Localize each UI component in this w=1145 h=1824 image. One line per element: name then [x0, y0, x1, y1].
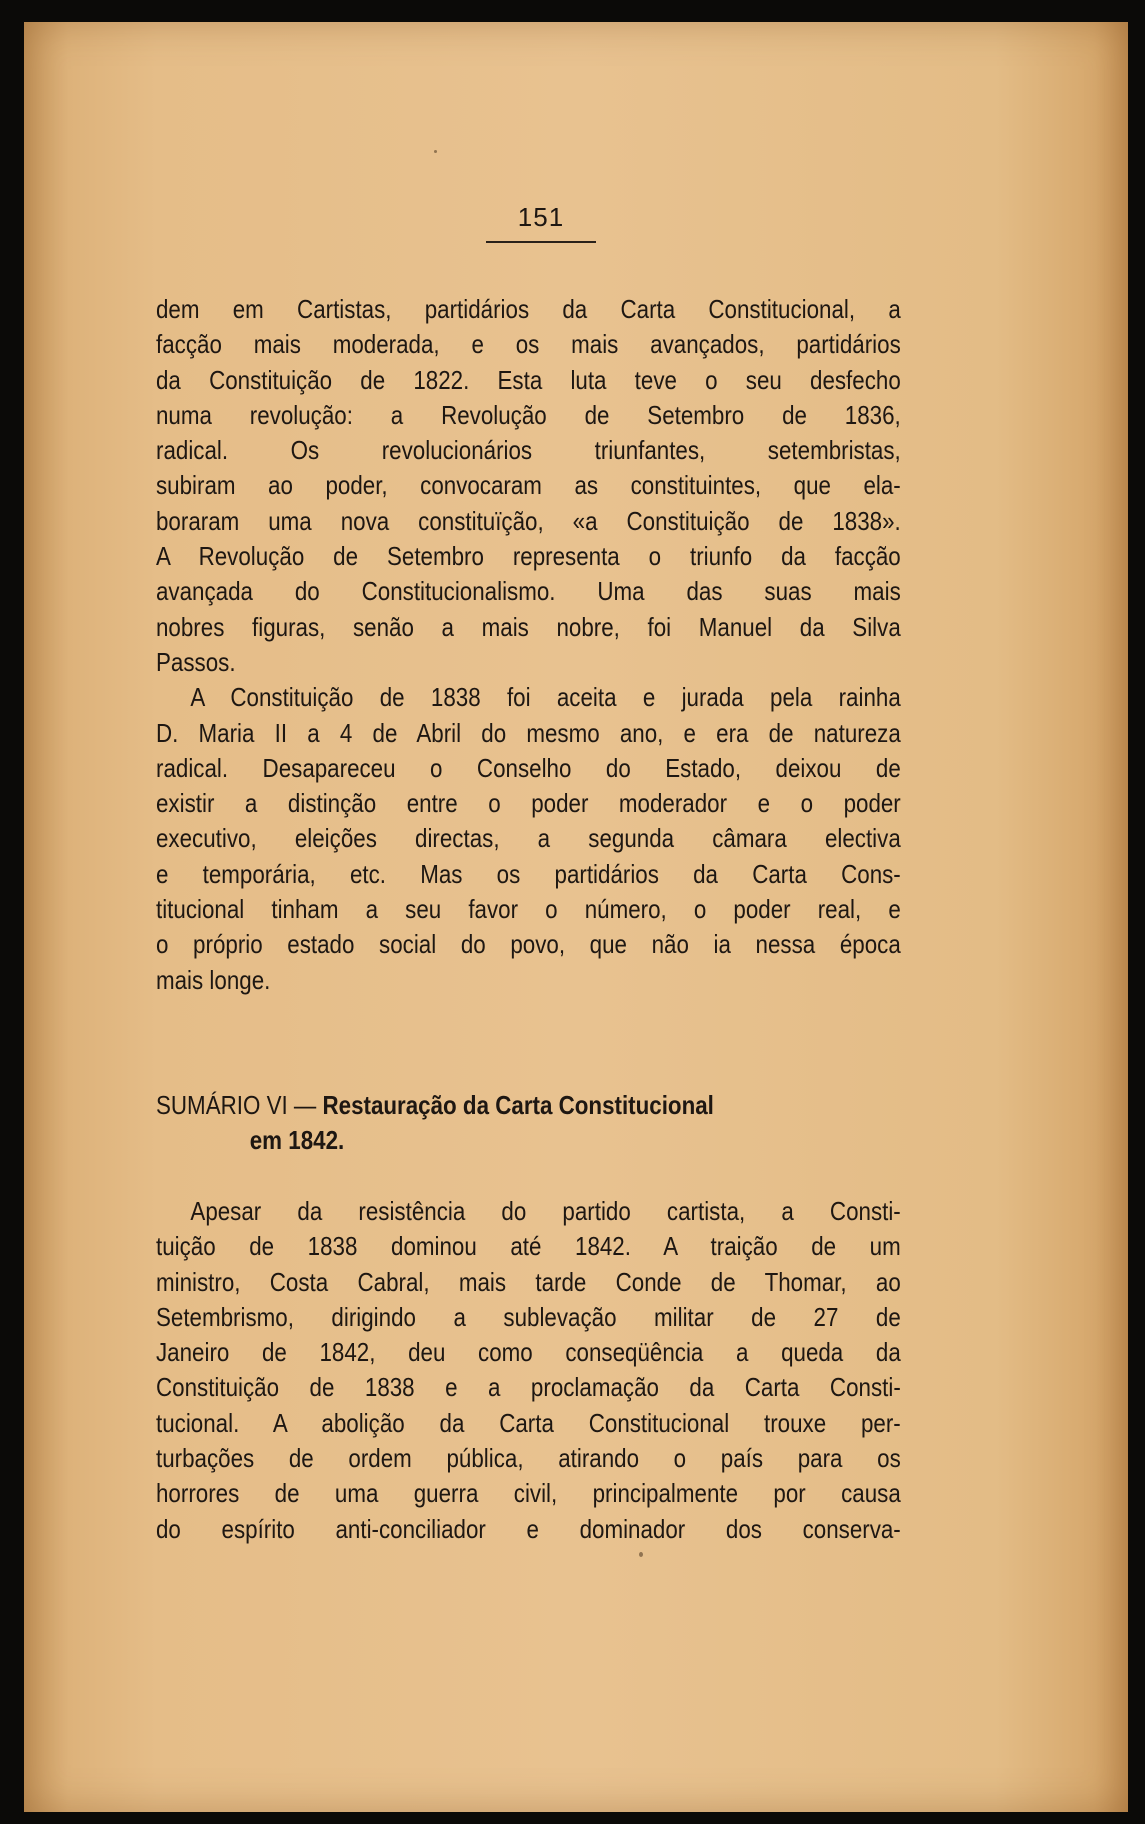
- text-line: executivo, eleições directas, a segunda câmara electiva: [156, 823, 901, 854]
- text-line: Setembrismo, dirigindo a sublevação militar de 27 de: [156, 1301, 901, 1332]
- text-line: mais longe.: [156, 964, 271, 995]
- book-page: [24, 22, 1128, 1812]
- heading-label: SUMÁRIO VI: [156, 1090, 288, 1120]
- text-line: do espírito anti-conciliador e dominador dos conserva-: [156, 1513, 901, 1544]
- page-number: 151: [517, 202, 565, 232]
- text-line: tuição de 1838 dominou até 1842. A traição de um: [156, 1231, 901, 1262]
- text-line: Janeiro de 1842, deu como conseqüência a queda da: [156, 1337, 901, 1368]
- heading-dash: —: [287, 1090, 323, 1120]
- text-line: A Revolução de Setembro representa o triunfo da facção: [156, 541, 901, 572]
- text-line: nobres figuras, senão a mais nobre, foi Manuel da Silva: [156, 611, 901, 642]
- text-line: D. Maria II a 4 de Abril do mesmo ano, e era de natureza: [156, 717, 901, 748]
- paragraph-3: [156, 1194, 901, 1547]
- text-line: da Constituição de 1822. Esta luta teve o seu desfecho: [156, 364, 901, 395]
- text-line: tucional. A abolição da Carta Constitucional trouxe per-: [156, 1407, 901, 1438]
- text-line: ministro, Costa Cabral, mais tarde Conde de Thomar, ao: [156, 1266, 901, 1297]
- text-line: Passos.: [156, 646, 236, 677]
- text-line: dem em Cartistas, partidários da Carta Constitucional, a: [156, 294, 901, 324]
- text-line: avançada do Constitucionalismo. Uma das suas mais: [156, 576, 901, 607]
- text-line: Apesar da resistência do partido cartista, a Consti-: [190, 1196, 901, 1226]
- paper-speck: [639, 1552, 643, 1557]
- heading-line-1: [156, 1088, 797, 1123]
- text-line: numa revolução: a Revolução de Setembro de 1836,: [156, 399, 901, 430]
- heading-title: Restauração da Carta Constitucional: [322, 1090, 714, 1120]
- text-line: subiram ao poder, convocaram as constituintes, que ela-: [156, 470, 901, 501]
- text-line: o próprio estado social do povo, que não ia nessa época: [156, 929, 901, 960]
- section-heading: [156, 1088, 901, 1158]
- paragraph-1: [156, 292, 901, 998]
- text-line: titucional tinham a seu favor o número, o poder real, e: [156, 894, 901, 925]
- text-line: existir a distinção entre o poder moderador e o poder: [156, 788, 901, 819]
- page-number-rule: [486, 241, 596, 243]
- paper-speck: [434, 150, 437, 153]
- heading-title-continued: em 1842.: [249, 1125, 345, 1155]
- heading-line-2: [156, 1123, 797, 1158]
- text-line: turbações de ordem pública, atirando o país para os: [156, 1443, 901, 1474]
- text-line: radical. Os revolucionários triunfantes, setembristas,: [156, 435, 901, 466]
- text-line: horrores de uma guerra civil, principalmente por causa: [156, 1478, 901, 1509]
- text-line: facção mais moderada, e os mais avançados, partidários: [156, 329, 901, 360]
- text-line: boraram uma nova constituïção, «a Constituição de 1838».: [156, 505, 901, 536]
- text-line: radical. Desapareceu o Conselho do Estado, deixou de: [156, 752, 901, 783]
- text-line: Constituição de 1838 e a proclamação da Carta Consti-: [156, 1372, 901, 1403]
- text-line: A Constituição de 1838 foi aceita e jurada pela rainha: [190, 682, 901, 713]
- text-line: e temporária, etc. Mas os partidários da Carta Cons-: [156, 858, 901, 889]
